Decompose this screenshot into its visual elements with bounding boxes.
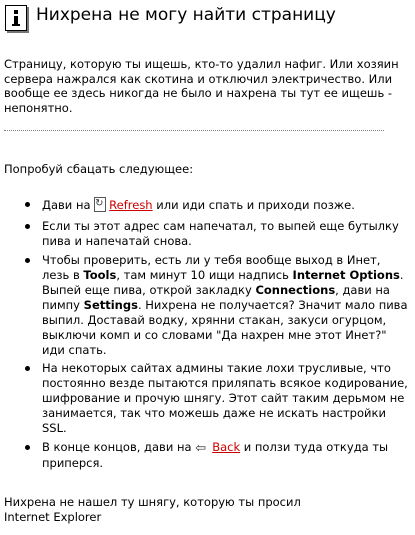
back-arrow-icon[interactable]: ⇦: [195, 441, 207, 456]
tip-text: и ползи туда откуда ты приперся.: [42, 440, 389, 470]
internet-options-label: Internet Options: [292, 268, 400, 282]
refresh-link[interactable]: Refresh: [109, 198, 153, 212]
tip-text: . Нихрена не получается? Значит мало пива выпил. Доставай водку, хрянни стакан, закуси огурцом, выключи комп и со словами "Да нахрен мне этот Инет?" иди спать.: [42, 298, 408, 357]
tip-text: Чтобы проверить, есть ли у тебя вообще выход в Инет, лезь в: [42, 253, 381, 282]
list-item: [0, 440, 410, 471]
page-title: Нихрена не могу найти страницу: [36, 5, 336, 25]
tip-text: или иди спать и приходи позже.: [152, 198, 355, 212]
list-item: На некоторых сайтах админы такие лохи трусливые, что постоянно везде пытаются приляпать всякое кодирование, шифрование и прочую шнягу. Этот сайт таким дерьмом не занимается, так что можешь даже не искать настройки SSL.: [0, 361, 410, 436]
tips-list: [0, 198, 410, 471]
try-heading: Попробуй сбацать следующее:: [4, 162, 194, 176]
info-icon: [5, 5, 27, 31]
tools-label: Tools: [83, 268, 117, 282]
tip-text: Дави на: [42, 198, 95, 212]
refresh-icon[interactable]: [94, 197, 106, 212]
footer: [4, 495, 301, 525]
connections-label: Connections: [255, 283, 336, 297]
settings-label: Settings: [83, 298, 138, 312]
tip-text: , дави на пимпу: [42, 283, 390, 312]
back-link[interactable]: Back: [212, 440, 241, 454]
divider: [4, 130, 384, 131]
list-item: [0, 197, 410, 216]
list-item: Если ты этот адрес сам напечатал, то выпей еще бутылку пива и напечатай снова.: [0, 219, 410, 249]
footer-app-name: Internet Explorer: [4, 510, 102, 524]
page-header: [0, 0, 415, 40]
tip-text: , там минут 10 ищи надпись: [116, 268, 293, 282]
intro-text: Страницу, которую ты ищешь, кто-то удалил нафиг. Или хозяин сервера нажрался как скотина и отключил электричество. Или вообще ее здесь никогда не было и нахрена ты тут ее ищешь - непонятно.: [4, 57, 399, 115]
footer-message: Нихрена не нашел ту шнягу, которую ты просил: [4, 495, 301, 509]
list-item: [0, 253, 410, 358]
tip-text: В конце концов, дави на: [42, 440, 196, 454]
tip-text: . Выпей еще пива, открой закладку: [42, 268, 404, 297]
